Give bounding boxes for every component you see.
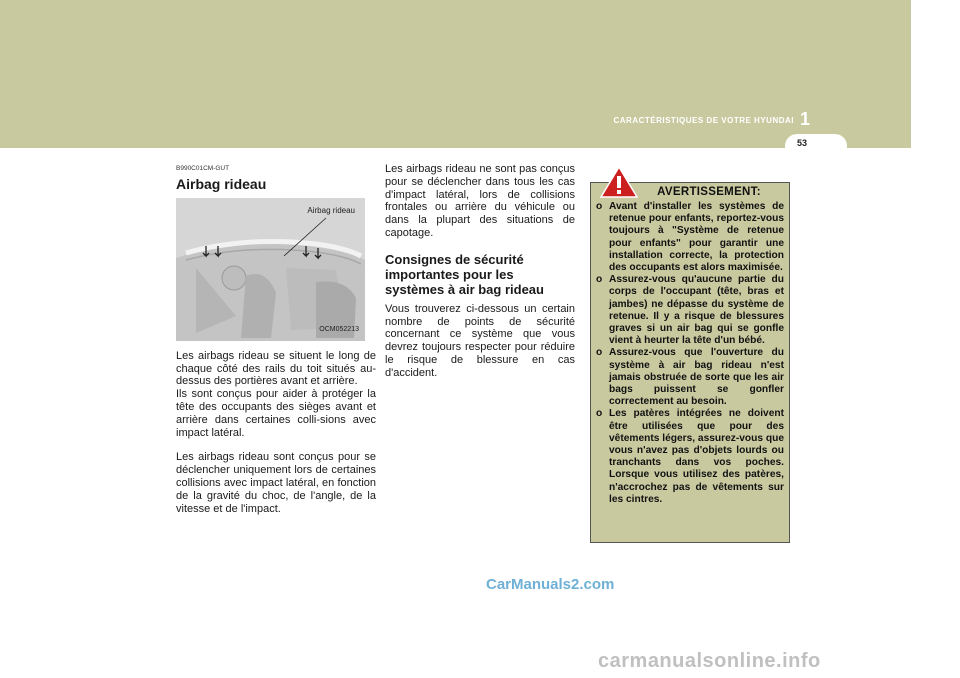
bullet: o <box>596 274 603 286</box>
warning-item: o Assurez-vous qu'aucune partie du corps de l'occupant (tête, bras et jambes) ne dépasse du système de retenue. Il y a risque de blessures graves si un air bag qui se gonfle vient à heurter la tête d'un bébé. <box>596 274 784 347</box>
warning-item: o Les patères intégrées ne doivent être utilisées que pour des vêtements légers, assurez-vous que vous n'avez pas d'objets lourds ou tranchants dans vos poches. Lorsque vous utilisez des patères, n'accrochez pas de vêtements sur les cintres. <box>596 408 784 505</box>
paragraph: Les airbags rideau ne sont pas conçus pour se déclencher dans tous les cas d'impact latéral, lors de collisions frontales ou arrière du véhicule ou dans la plupart des situations de capotage. <box>385 163 575 239</box>
warning-item: o Avant d'installer les systèmes de retenue pour enfants, reportez-vous toujours à "Système de retenue pour enfants" pour garantir une installation correcte, la protection des occupants est alors maximisée. <box>596 201 784 274</box>
page-number: 53 <box>796 138 807 148</box>
bullet: o <box>596 347 603 359</box>
header-band <box>0 0 911 148</box>
paragraph: Ils sont conçus pour aider à protéger la tête des occupants des sièges avant et arrière dans certaines colli-sions avec impact latéral. <box>176 388 376 439</box>
chapter-title: CARACTÉRISTIQUES DE VOTRE HYUNDAI <box>613 116 794 125</box>
bullet: o <box>596 408 603 420</box>
paragraph: Les airbags rideau se situent le long de chaque côté des rails du toit situés au-dessus des portières avant et arrière. <box>176 349 376 388</box>
bullet: o <box>596 201 603 212</box>
chapter-number: 1 <box>799 109 810 129</box>
subsection-title: Consignes de sécurité importantes pour les systèmes à air bag rideau <box>385 251 544 297</box>
figure-label: Airbag rideau <box>307 205 355 215</box>
section-title: Airbag rideau <box>176 175 267 192</box>
paragraph: Vous trouverez ci-dessous un certain nombre de points de sécurité concernant ce système que vous devrez toujours respecter pour réduire le risque de blessure en cas d'accident. <box>385 302 575 379</box>
exclamation-icon <box>600 166 638 198</box>
warning-list <box>596 201 784 506</box>
airbag-figure <box>176 198 365 341</box>
column-2 <box>385 163 575 380</box>
warning-item: o Assurez-vous que l'ouverture du système à air bag rideau n'est jamais obstruée de sorte que les air bags puissent se gonfler correctement au besoin. <box>596 347 784 408</box>
figure-code: OCM052213 <box>319 326 359 333</box>
column-1 <box>176 163 376 515</box>
warning-title: AVERTISSEMENT: <box>657 186 761 198</box>
car-interior-illustration <box>176 198 365 341</box>
section-code: B990C01CM-GUT <box>176 165 230 172</box>
watermark-carmanualsonline: carmanualsonline.info <box>598 650 821 672</box>
watermark-carmanuals2: CarManuals2.com <box>486 576 615 593</box>
paragraph: Les airbags rideau sont conçus pour se déclencher uniquement lors de certaines collisions avec impact latéral, en fonction de la gravité du choc, de l'angle, de la vitesse et de l'impact. <box>176 451 376 515</box>
warning-box <box>590 182 790 543</box>
